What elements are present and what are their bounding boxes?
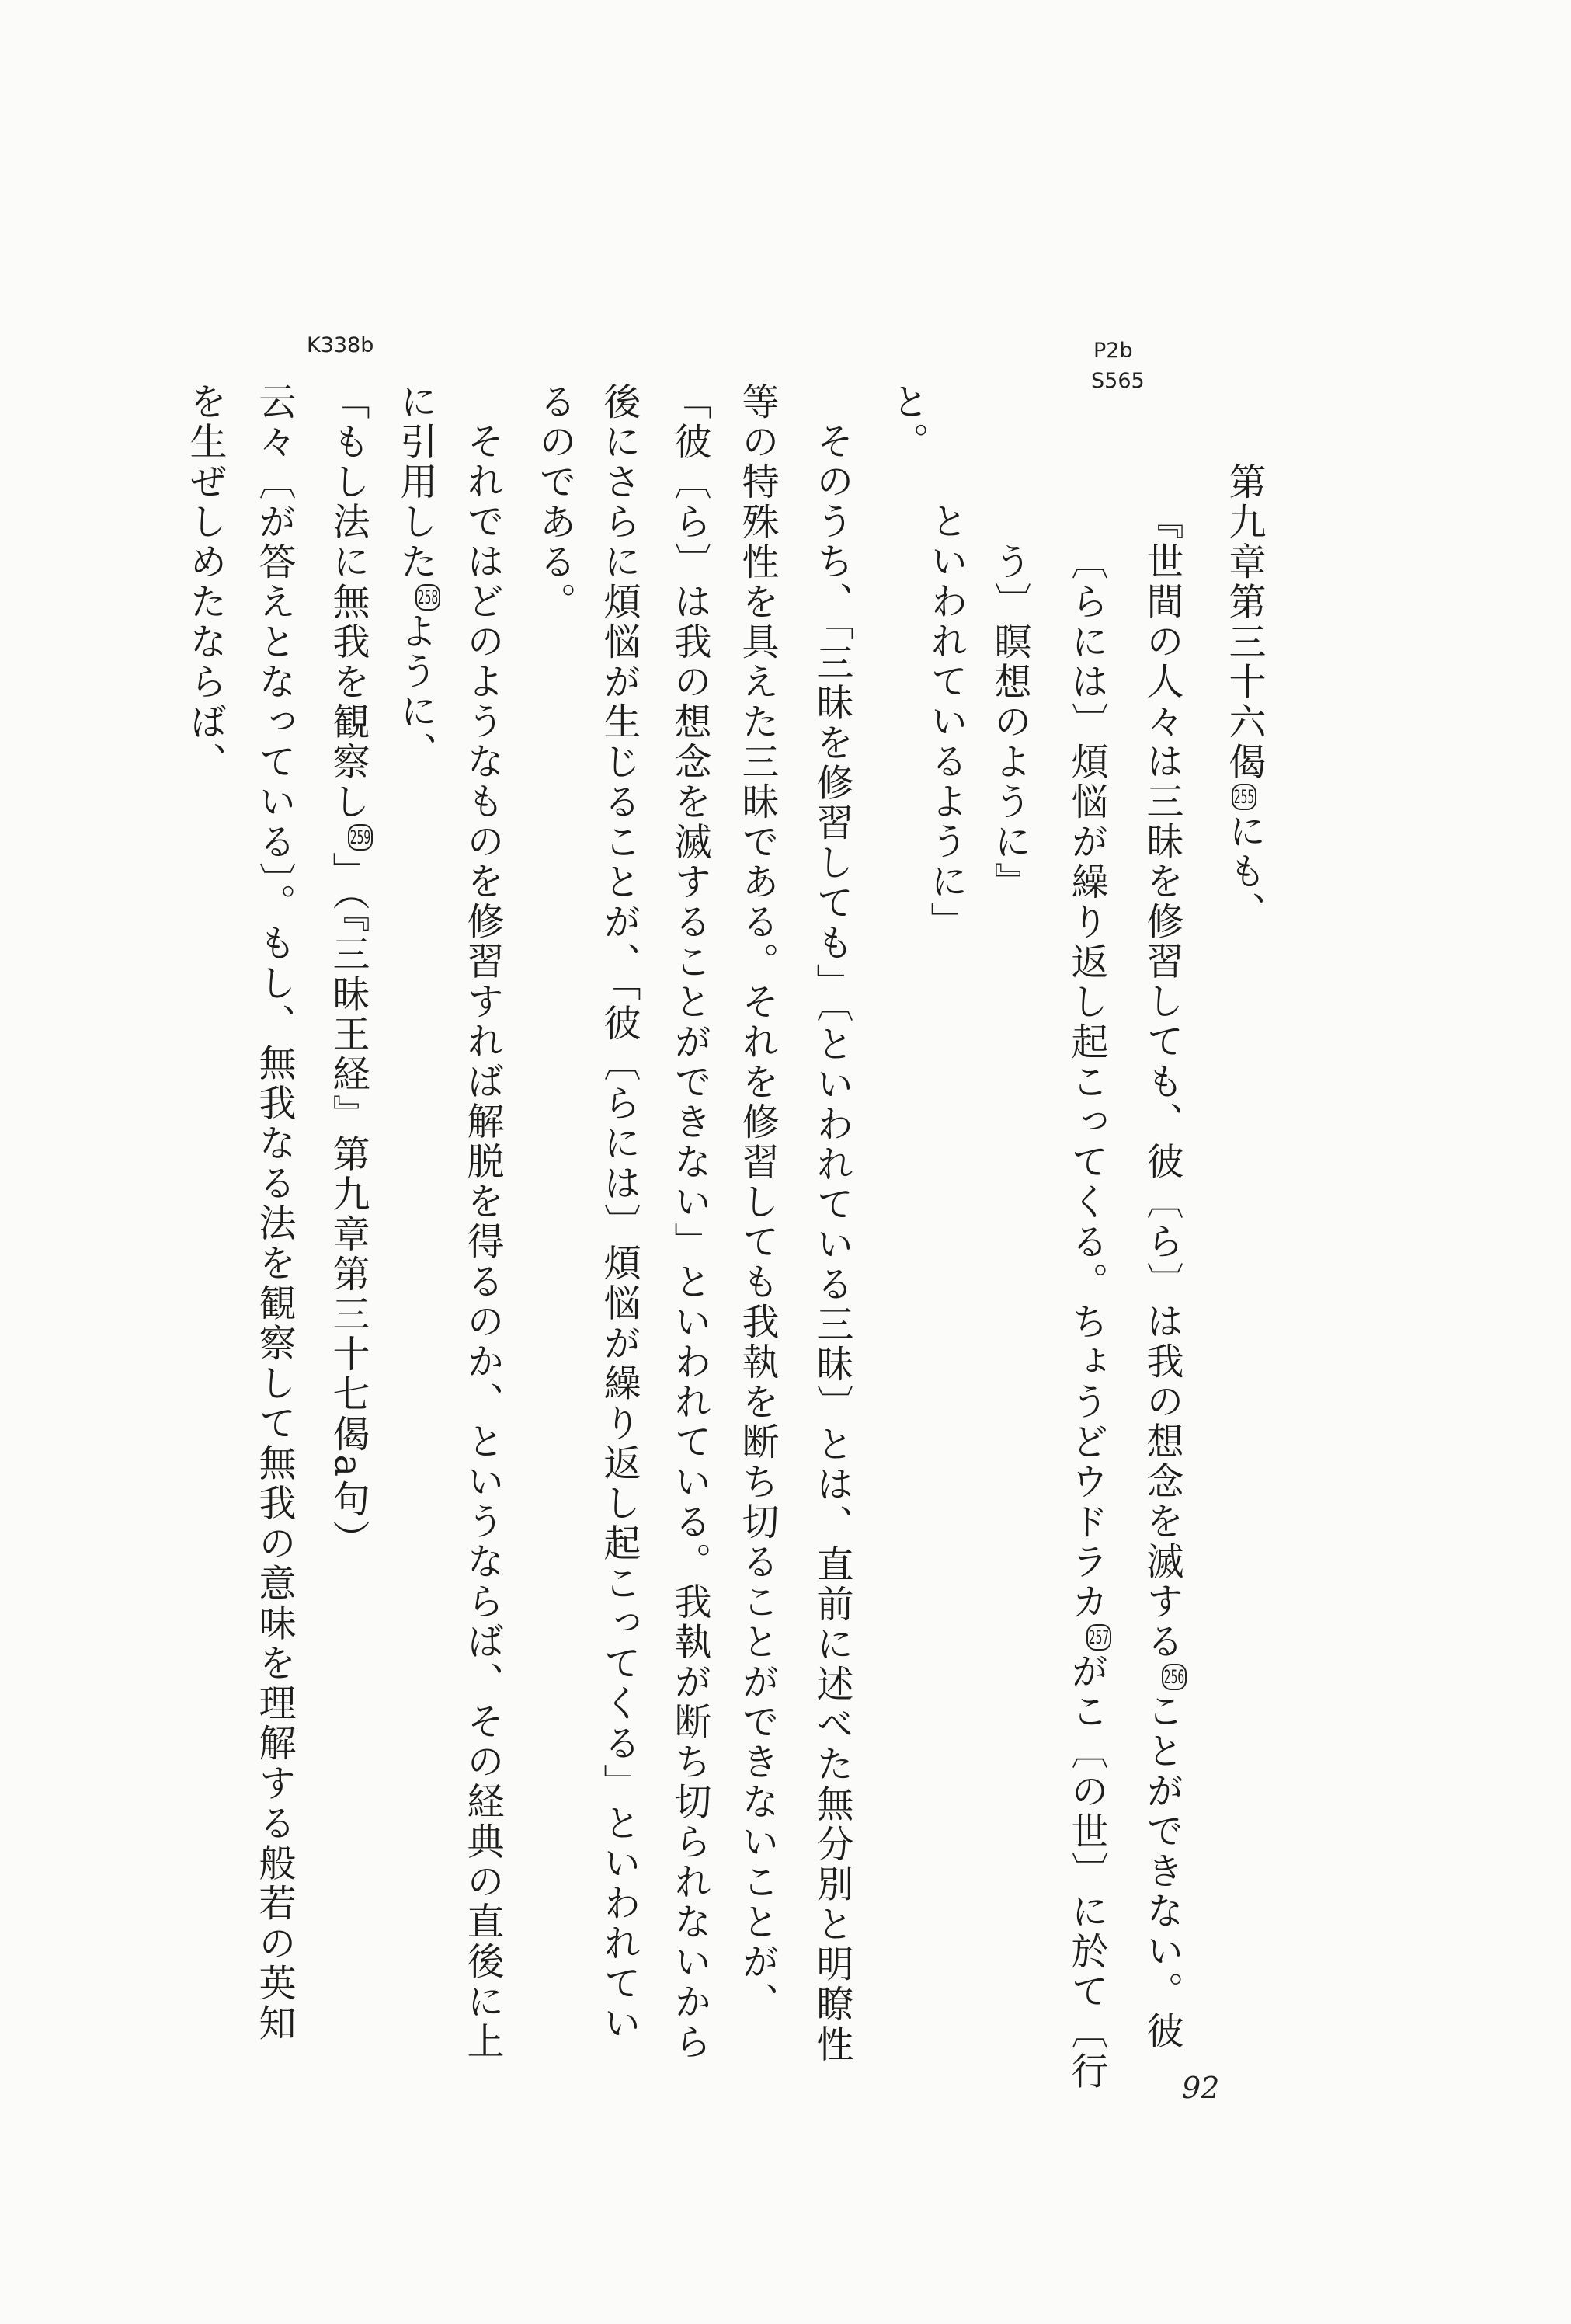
text-line	[986, 542, 1033, 903]
line-text: ことができない。彼	[1140, 1691, 1183, 2051]
line-text: 等の特殊性を具えた三昧である。それを修習しても我執を断ち切ることができないことが、	[735, 382, 779, 2023]
text-line	[531, 382, 578, 622]
text-line	[666, 382, 713, 2062]
footnote-marker: 257	[1086, 1624, 1111, 1651]
line-text: るのである。	[533, 382, 576, 622]
line-text: 云々〔が答えとなっている〕。もし、無我なる法を観察して無我の意味を理解する般若の英知	[252, 382, 296, 2044]
line-text: 」（『三昧王経』第九章第三十七偈a句）	[326, 851, 370, 1560]
footnote-marker: 256	[1162, 1664, 1187, 1690]
line-text: 第九章第三十六偈	[1222, 462, 1266, 782]
text-line	[251, 382, 297, 2044]
margin-reference-s: S565	[1091, 369, 1145, 393]
line-text: を生ぜしめたならば、	[183, 382, 227, 782]
line-text: がこ〔の世〕に於て〔行	[1065, 1651, 1108, 2092]
text-line	[1063, 542, 1110, 2092]
text-line	[1221, 462, 1267, 932]
text-line	[808, 422, 855, 2065]
text-line	[1138, 502, 1185, 2051]
line-text: ように、	[394, 611, 437, 772]
line-text: う〕瞑想のように』	[988, 542, 1031, 903]
page-number: 92	[1182, 2071, 1220, 2105]
line-text: 「彼〔ら〕は我の想念を滅することができない」といわれている。我執が断ち切られないから	[668, 382, 711, 2062]
text-line	[923, 502, 969, 942]
line-text: 「もし法に無我を観察し	[326, 382, 370, 823]
line-text: そのうち、「三昧を修習しても」〔といわれている三昧〕とは、直前に述べた無分別と明瞭性	[810, 422, 853, 2065]
footnote-marker: 255	[1232, 784, 1256, 810]
text-line	[884, 382, 930, 462]
text-line	[182, 382, 228, 782]
text-line	[596, 382, 642, 2044]
line-text: にも、	[1222, 812, 1266, 932]
text-line	[325, 382, 371, 1560]
footnote-marker: 259	[348, 824, 373, 851]
line-text: 『世間の人々は三昧を修習しても、彼〔ら〕は我の想念を滅する	[1140, 502, 1183, 1662]
line-text: に引用した	[394, 382, 437, 583]
line-text: 後にさらに煩悩が生じることが、「彼〔らには〕煩悩が繰り返し起こってくる」といわれてい	[597, 382, 641, 2044]
footnote-marker: 258	[415, 584, 440, 611]
line-text: と。	[885, 382, 929, 462]
text-line	[459, 422, 506, 2062]
margin-reference-k: K338b	[307, 333, 374, 357]
line-text: それではどのようなものを修習すれば解脱を得るのか、というならば、その経典の直後に上	[461, 422, 504, 2062]
text-line	[392, 382, 439, 772]
line-text: といわれているように」	[924, 502, 968, 942]
text-line	[734, 382, 780, 2023]
margin-reference-p: P2b	[1093, 339, 1133, 363]
line-text: 〔らには〕煩悩が繰り返し起こってくる。ちょうどウドラカ	[1065, 542, 1108, 1623]
